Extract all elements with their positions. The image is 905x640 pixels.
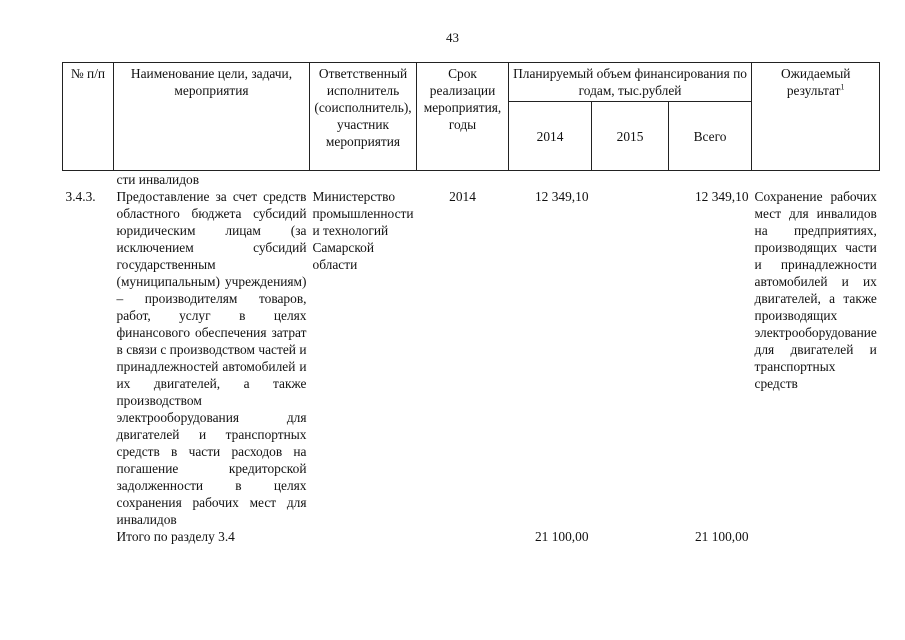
header-year-2014: 2014 — [509, 102, 592, 171]
row-number: 3.4.3. — [65, 189, 96, 204]
header-result — [752, 63, 880, 171]
header-year-total: Всего — [669, 102, 752, 171]
row-amount-2014: 12 349,10 — [534, 189, 589, 204]
row-name: Предоставление за счет средств областного бюджета субсидий юридическим лицам (за исключением субсидий государственным (муниципальным) учреждениям) – производителям товаров, работ, услуг в целях финансового обеспечения затрат в связи с производством частей и принадлежностей автомобилей и их двигателей, а также производством электрооборудования для двигателей и транспортных средств в части расходов на погашение кредиторской задолженности в целях сохранения рабочих мест для инвалидов — [116, 189, 307, 527]
total-row — [63, 528, 880, 545]
row-amount-2015 — [592, 188, 669, 528]
financing-table — [62, 62, 880, 545]
header-year-2015: 2015 — [592, 102, 669, 171]
header-financing: Планируемый объем финансирования по годам, тыс.рублей — [509, 63, 752, 102]
total-amount-2014: 21 100,00 — [534, 529, 589, 544]
total-label: Итого по разделу 3.4 — [116, 529, 235, 544]
header-responsible: Ответственный исполнитель (соисполнитель), участник мероприятия — [310, 63, 417, 171]
header-result-footnote: 1 — [840, 82, 845, 92]
carryover-text: сти инвалидов — [116, 172, 200, 187]
row-amount-total: 12 349,10 — [694, 189, 749, 204]
total-amount-total: 21 100,00 — [694, 529, 749, 544]
header-term: Срок реализации мероприятия, годы — [417, 63, 509, 171]
header-number: № п/п — [63, 63, 114, 171]
header-result-label: Ожидаемый результат — [780, 66, 851, 98]
table-row — [63, 188, 880, 528]
row-responsible: Министерство промышленности и технологий Самарской области — [312, 189, 414, 272]
carryover-row — [63, 171, 880, 189]
row-result: Сохранение рабочих мест для инвалидов на предприятиях, производящих части и принадлежности автомобилей и их двигателей, а также производящих электрооборудование для двигателей и транспортных средств — [754, 189, 877, 391]
header-name: Наименование цели, задачи, мероприятия — [114, 63, 310, 171]
page-number: 43 — [446, 30, 459, 45]
row-term: 2014 — [449, 189, 476, 204]
total-amount-2015 — [592, 528, 669, 545]
